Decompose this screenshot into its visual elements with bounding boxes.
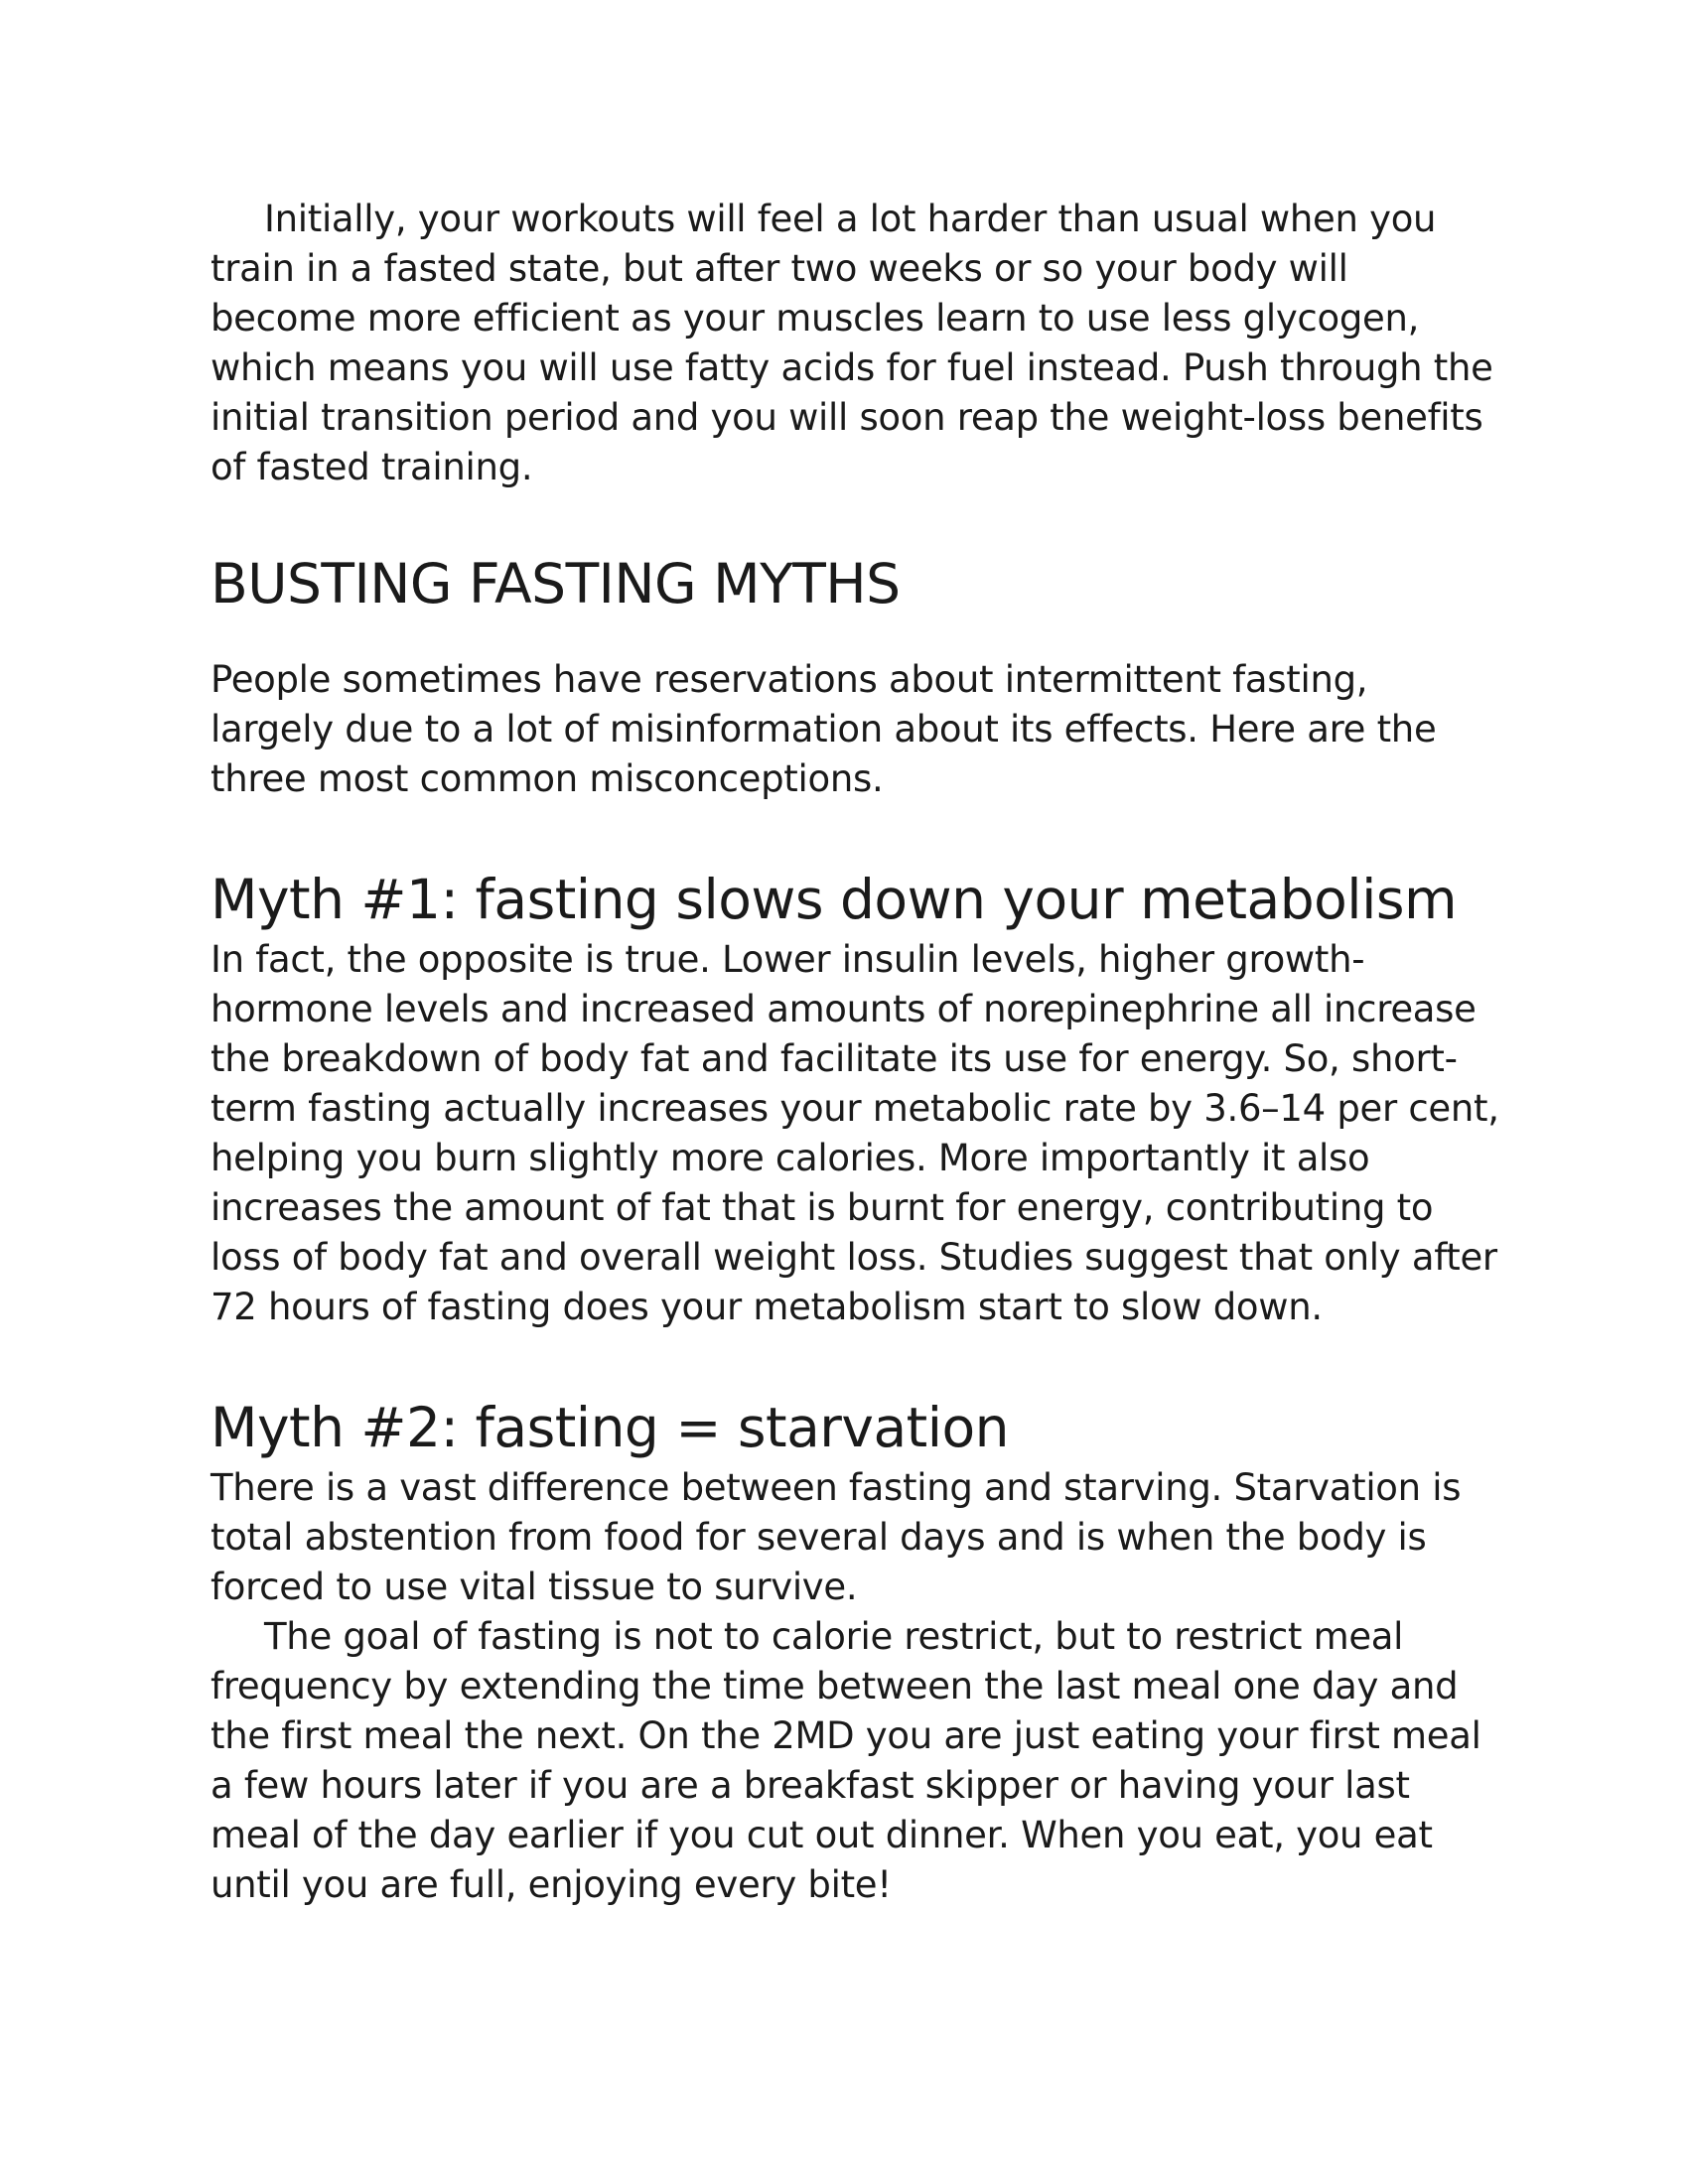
myth-1-paragraph: In fact, the opposite is true. Lower insulin levels, higher growth-hormone levels and increased amounts of norepinephrine all increase the breakdown of body fat and facilitate its use for energy. So, short-term fasting actually increases your metabolic rate by 3.6–14 per cent, helping you burn slightly more calories. More importantly it also increases the amount of fat that is burnt for energy, contributing to loss of body fat and overall weight loss. Studies suggest that only after 72 hours of fasting does your metabolism start to slow down. (211, 938, 1499, 1328)
section-heading: BUSTING FASTING MYTHS (211, 552, 901, 615)
section-intro-paragraph: People sometimes have reservations about intermittent fasting, largely due to a lot of misinformation about its effects. Here are the three most common misconceptions. (211, 658, 1437, 800)
myth-2-paragraph-2: The goal of fasting is not to calorie restrict, but to restrict meal frequency by extending the time between the last meal one day and the first meal the next. On the 2MD you are just eating your first meal a few hours later if you are a breakfast skipper or having your last meal of the day earlier if you cut out dinner. When you eat, you eat until you are full, enjoying every bite! (211, 1615, 1481, 1906)
myth-2-paragraph-1: There is a vast difference between fasting and starving. Starvation is total abstention from food for several days and is when the body is forced to use vital tissue to survive. (211, 1466, 1462, 1608)
myth-1-heading: Myth #1: fasting slows down your metabolism (211, 868, 1458, 931)
document-page (211, 195, 1501, 1910)
intro-paragraph: Initially, your workouts will feel a lot harder than usual when you train in a fasted state, but after two weeks or so your body will become more efficient as your muscles learn to use less glycogen, which means you will use fatty acids for fuel instead. Push through the initial transition period and you will soon reap the weight-loss benefits of fasted training. (211, 198, 1493, 488)
myth-2-heading: Myth #2: fasting = starvation (211, 1396, 1010, 1459)
